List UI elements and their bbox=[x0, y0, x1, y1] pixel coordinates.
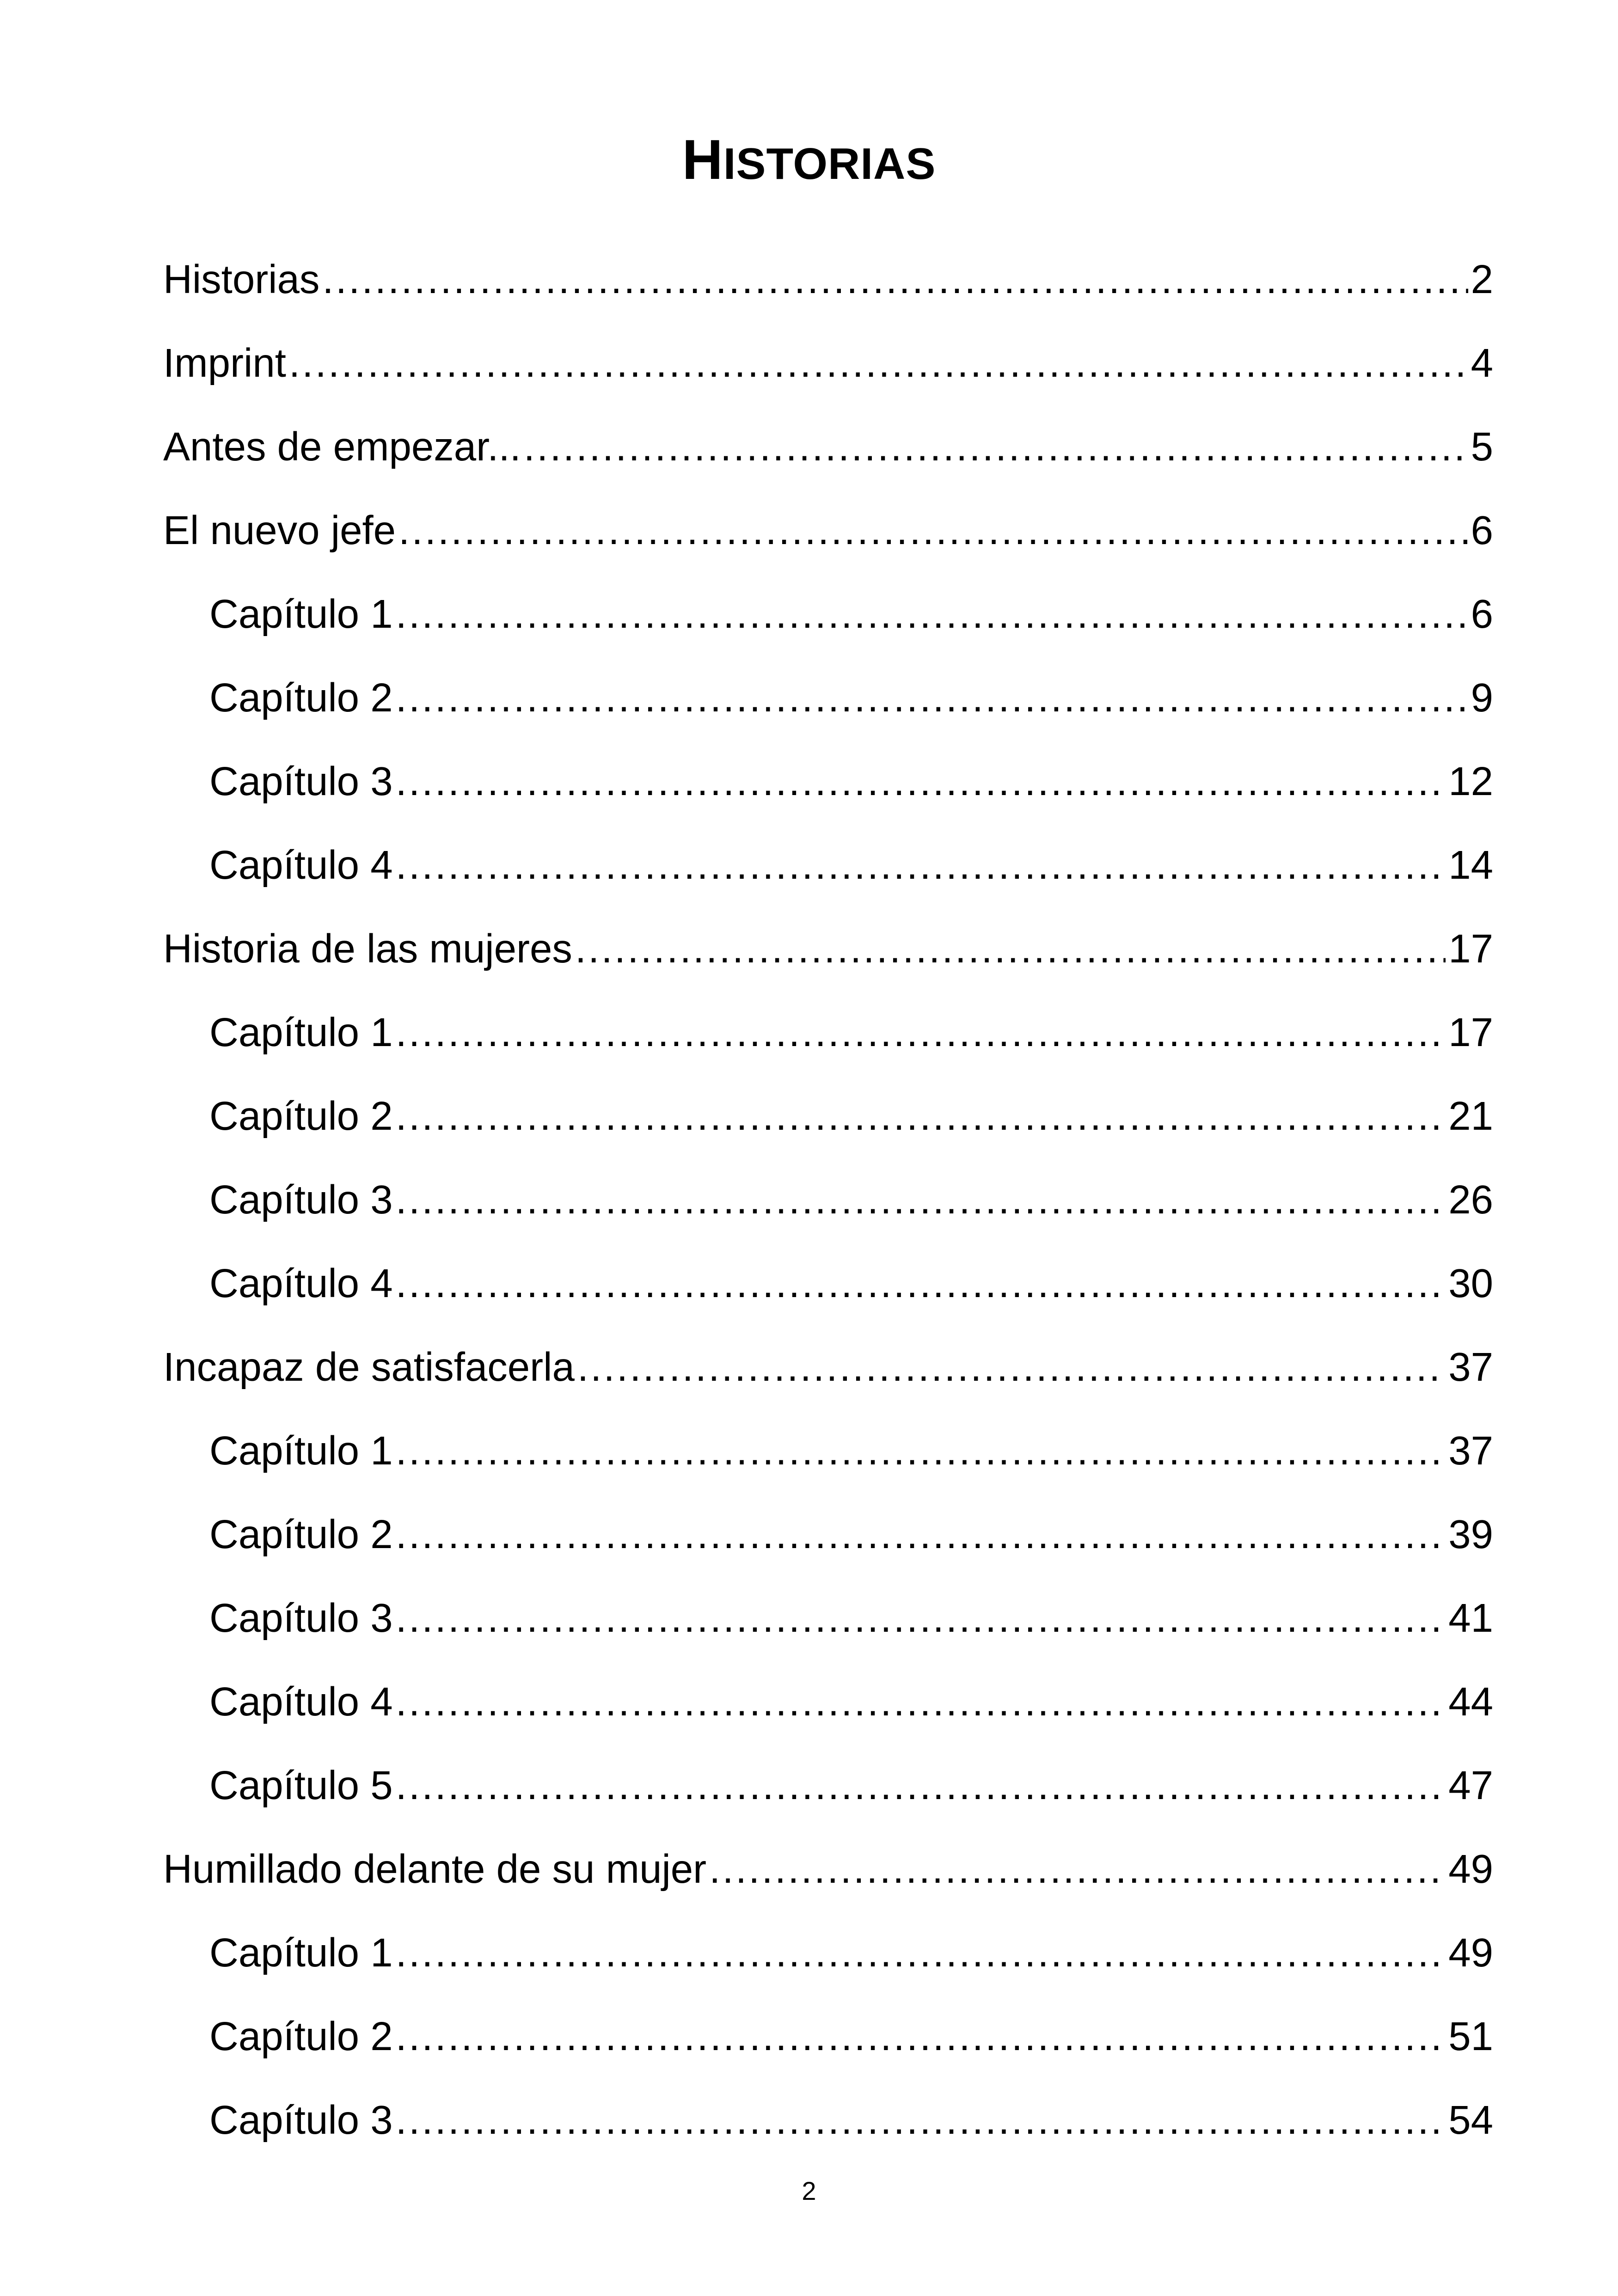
toc-entry-page: 6 bbox=[1471, 508, 1493, 553]
toc-dot-leader bbox=[322, 252, 1468, 307]
page-title-rest: ISTORIAS bbox=[723, 139, 936, 189]
toc-entry-page: 51 bbox=[1448, 2014, 1493, 2059]
toc-entry-page: 5 bbox=[1471, 424, 1493, 469]
toc-entry[interactable] bbox=[163, 252, 1493, 336]
toc-subentry[interactable] bbox=[163, 1089, 1493, 1172]
toc-entry-label: Historias bbox=[163, 257, 320, 302]
toc-entry-page: 37 bbox=[1448, 1428, 1493, 1473]
toc-entry-label: Capítulo 1 bbox=[209, 1428, 393, 1473]
toc-subentry[interactable] bbox=[163, 838, 1493, 921]
table-of-contents bbox=[163, 252, 1493, 2176]
toc-dot-leader bbox=[396, 587, 1468, 642]
toc-entry-label: Capítulo 3 bbox=[209, 1177, 393, 1222]
toc-dot-leader bbox=[524, 419, 1468, 475]
toc-entry-page: 4 bbox=[1471, 341, 1493, 386]
toc-entry-label: Capítulo 4 bbox=[209, 1679, 393, 1724]
toc-entry-page: 14 bbox=[1448, 843, 1493, 888]
toc-subentry[interactable] bbox=[163, 1507, 1493, 1591]
toc-dot-leader bbox=[396, 1925, 1446, 1981]
toc-entry-label: Capítulo 3 bbox=[209, 2098, 393, 2143]
toc-entry-page: 26 bbox=[1448, 1177, 1493, 1222]
toc-dot-leader bbox=[396, 670, 1468, 726]
toc-subentry[interactable] bbox=[163, 1172, 1493, 1256]
toc-entry[interactable] bbox=[163, 1340, 1493, 1423]
toc-dot-leader bbox=[396, 1507, 1446, 1562]
toc-entry-label: Capítulo 1 bbox=[209, 1930, 393, 1975]
page-title bbox=[0, 118, 1618, 206]
toc-entry-page: 12 bbox=[1448, 759, 1493, 804]
toc-entry-page: 2 bbox=[1471, 257, 1493, 302]
toc-subentry[interactable] bbox=[163, 670, 1493, 754]
toc-entry-label: Capítulo 3 bbox=[209, 1596, 393, 1641]
toc-dot-leader bbox=[396, 1005, 1446, 1060]
toc-dot-leader bbox=[396, 2009, 1446, 2064]
toc-entry-label: Capítulo 3 bbox=[209, 759, 393, 804]
toc-entry-label: Capítulo 1 bbox=[209, 592, 393, 637]
toc-entry[interactable] bbox=[163, 503, 1493, 587]
toc-entry-page: 47 bbox=[1448, 1763, 1493, 1808]
toc-subentry[interactable] bbox=[163, 587, 1493, 670]
toc-entry-label: Capítulo 2 bbox=[209, 1512, 393, 1557]
toc-dot-leader bbox=[396, 2093, 1446, 2148]
toc-subentry[interactable] bbox=[163, 1005, 1493, 1089]
toc-entry-page: 9 bbox=[1471, 675, 1493, 720]
toc-entry-page: 37 bbox=[1448, 1345, 1493, 1390]
toc-entry-page: 17 bbox=[1448, 1010, 1493, 1055]
toc-dot-leader bbox=[396, 838, 1446, 893]
toc-entry-label: Antes de empezar... bbox=[163, 424, 521, 469]
toc-dot-leader bbox=[396, 754, 1446, 809]
toc-entry[interactable] bbox=[163, 1842, 1493, 1925]
toc-entry-label: Incapaz de satisfacerla bbox=[163, 1345, 575, 1390]
toc-dot-leader bbox=[396, 1172, 1446, 1228]
toc-entry-page: 49 bbox=[1448, 1847, 1493, 1892]
toc-subentry[interactable] bbox=[163, 754, 1493, 838]
toc-entry-label: Humillado delante de su mujer bbox=[163, 1847, 707, 1892]
toc-dot-leader bbox=[396, 1591, 1446, 1646]
toc-entry-label: Imprint bbox=[163, 341, 286, 386]
toc-entry-label: Capítulo 2 bbox=[209, 2014, 393, 2059]
toc-dot-leader bbox=[396, 1089, 1446, 1144]
toc-dot-leader bbox=[396, 1423, 1446, 1479]
toc-dot-leader bbox=[575, 921, 1446, 977]
toc-entry-label: Capítulo 2 bbox=[209, 675, 393, 720]
toc-entry-page: 44 bbox=[1448, 1679, 1493, 1724]
toc-entry-page: 30 bbox=[1448, 1261, 1493, 1306]
toc-dot-leader bbox=[709, 1842, 1446, 1897]
toc-entry[interactable] bbox=[163, 921, 1493, 1005]
toc-dot-leader bbox=[289, 336, 1468, 391]
toc-entry-page: 49 bbox=[1448, 1930, 1493, 1975]
toc-dot-leader bbox=[396, 1674, 1446, 1730]
toc-entry-page: 39 bbox=[1448, 1512, 1493, 1557]
toc-dot-leader bbox=[398, 503, 1468, 558]
toc-entry[interactable] bbox=[163, 336, 1493, 419]
toc-subentry[interactable] bbox=[163, 1925, 1493, 2009]
toc-subentry[interactable] bbox=[163, 1591, 1493, 1674]
toc-dot-leader bbox=[396, 1256, 1446, 1311]
toc-dot-leader bbox=[577, 1340, 1446, 1395]
toc-subentry[interactable] bbox=[163, 1423, 1493, 1507]
toc-entry-label: Historia de las mujeres bbox=[163, 926, 572, 971]
toc-subentry[interactable] bbox=[163, 2093, 1493, 2176]
toc-subentry[interactable] bbox=[163, 1758, 1493, 1842]
toc-subentry[interactable] bbox=[163, 1256, 1493, 1340]
toc-entry-page: 41 bbox=[1448, 1596, 1493, 1641]
toc-entry-label: El nuevo jefe bbox=[163, 508, 396, 553]
page-number: 2 bbox=[802, 2176, 816, 2205]
toc-entry-label: Capítulo 1 bbox=[209, 1010, 393, 1055]
page-title-initial: H bbox=[682, 128, 723, 191]
toc-entry-page: 21 bbox=[1448, 1094, 1493, 1139]
toc-entry-label: Capítulo 4 bbox=[209, 1261, 393, 1306]
toc-entry-label: Capítulo 2 bbox=[209, 1094, 393, 1139]
toc-subentry[interactable] bbox=[163, 1674, 1493, 1758]
toc-dot-leader bbox=[396, 1758, 1446, 1813]
toc-entry-label: Capítulo 5 bbox=[209, 1763, 393, 1808]
toc-subentry[interactable] bbox=[163, 2009, 1493, 2093]
toc-entry-label: Capítulo 4 bbox=[209, 843, 393, 888]
toc-entry-page: 6 bbox=[1471, 592, 1493, 637]
toc-entry-page: 17 bbox=[1448, 926, 1493, 971]
toc-entry-page: 54 bbox=[1448, 2098, 1493, 2143]
toc-entry[interactable] bbox=[163, 419, 1493, 503]
